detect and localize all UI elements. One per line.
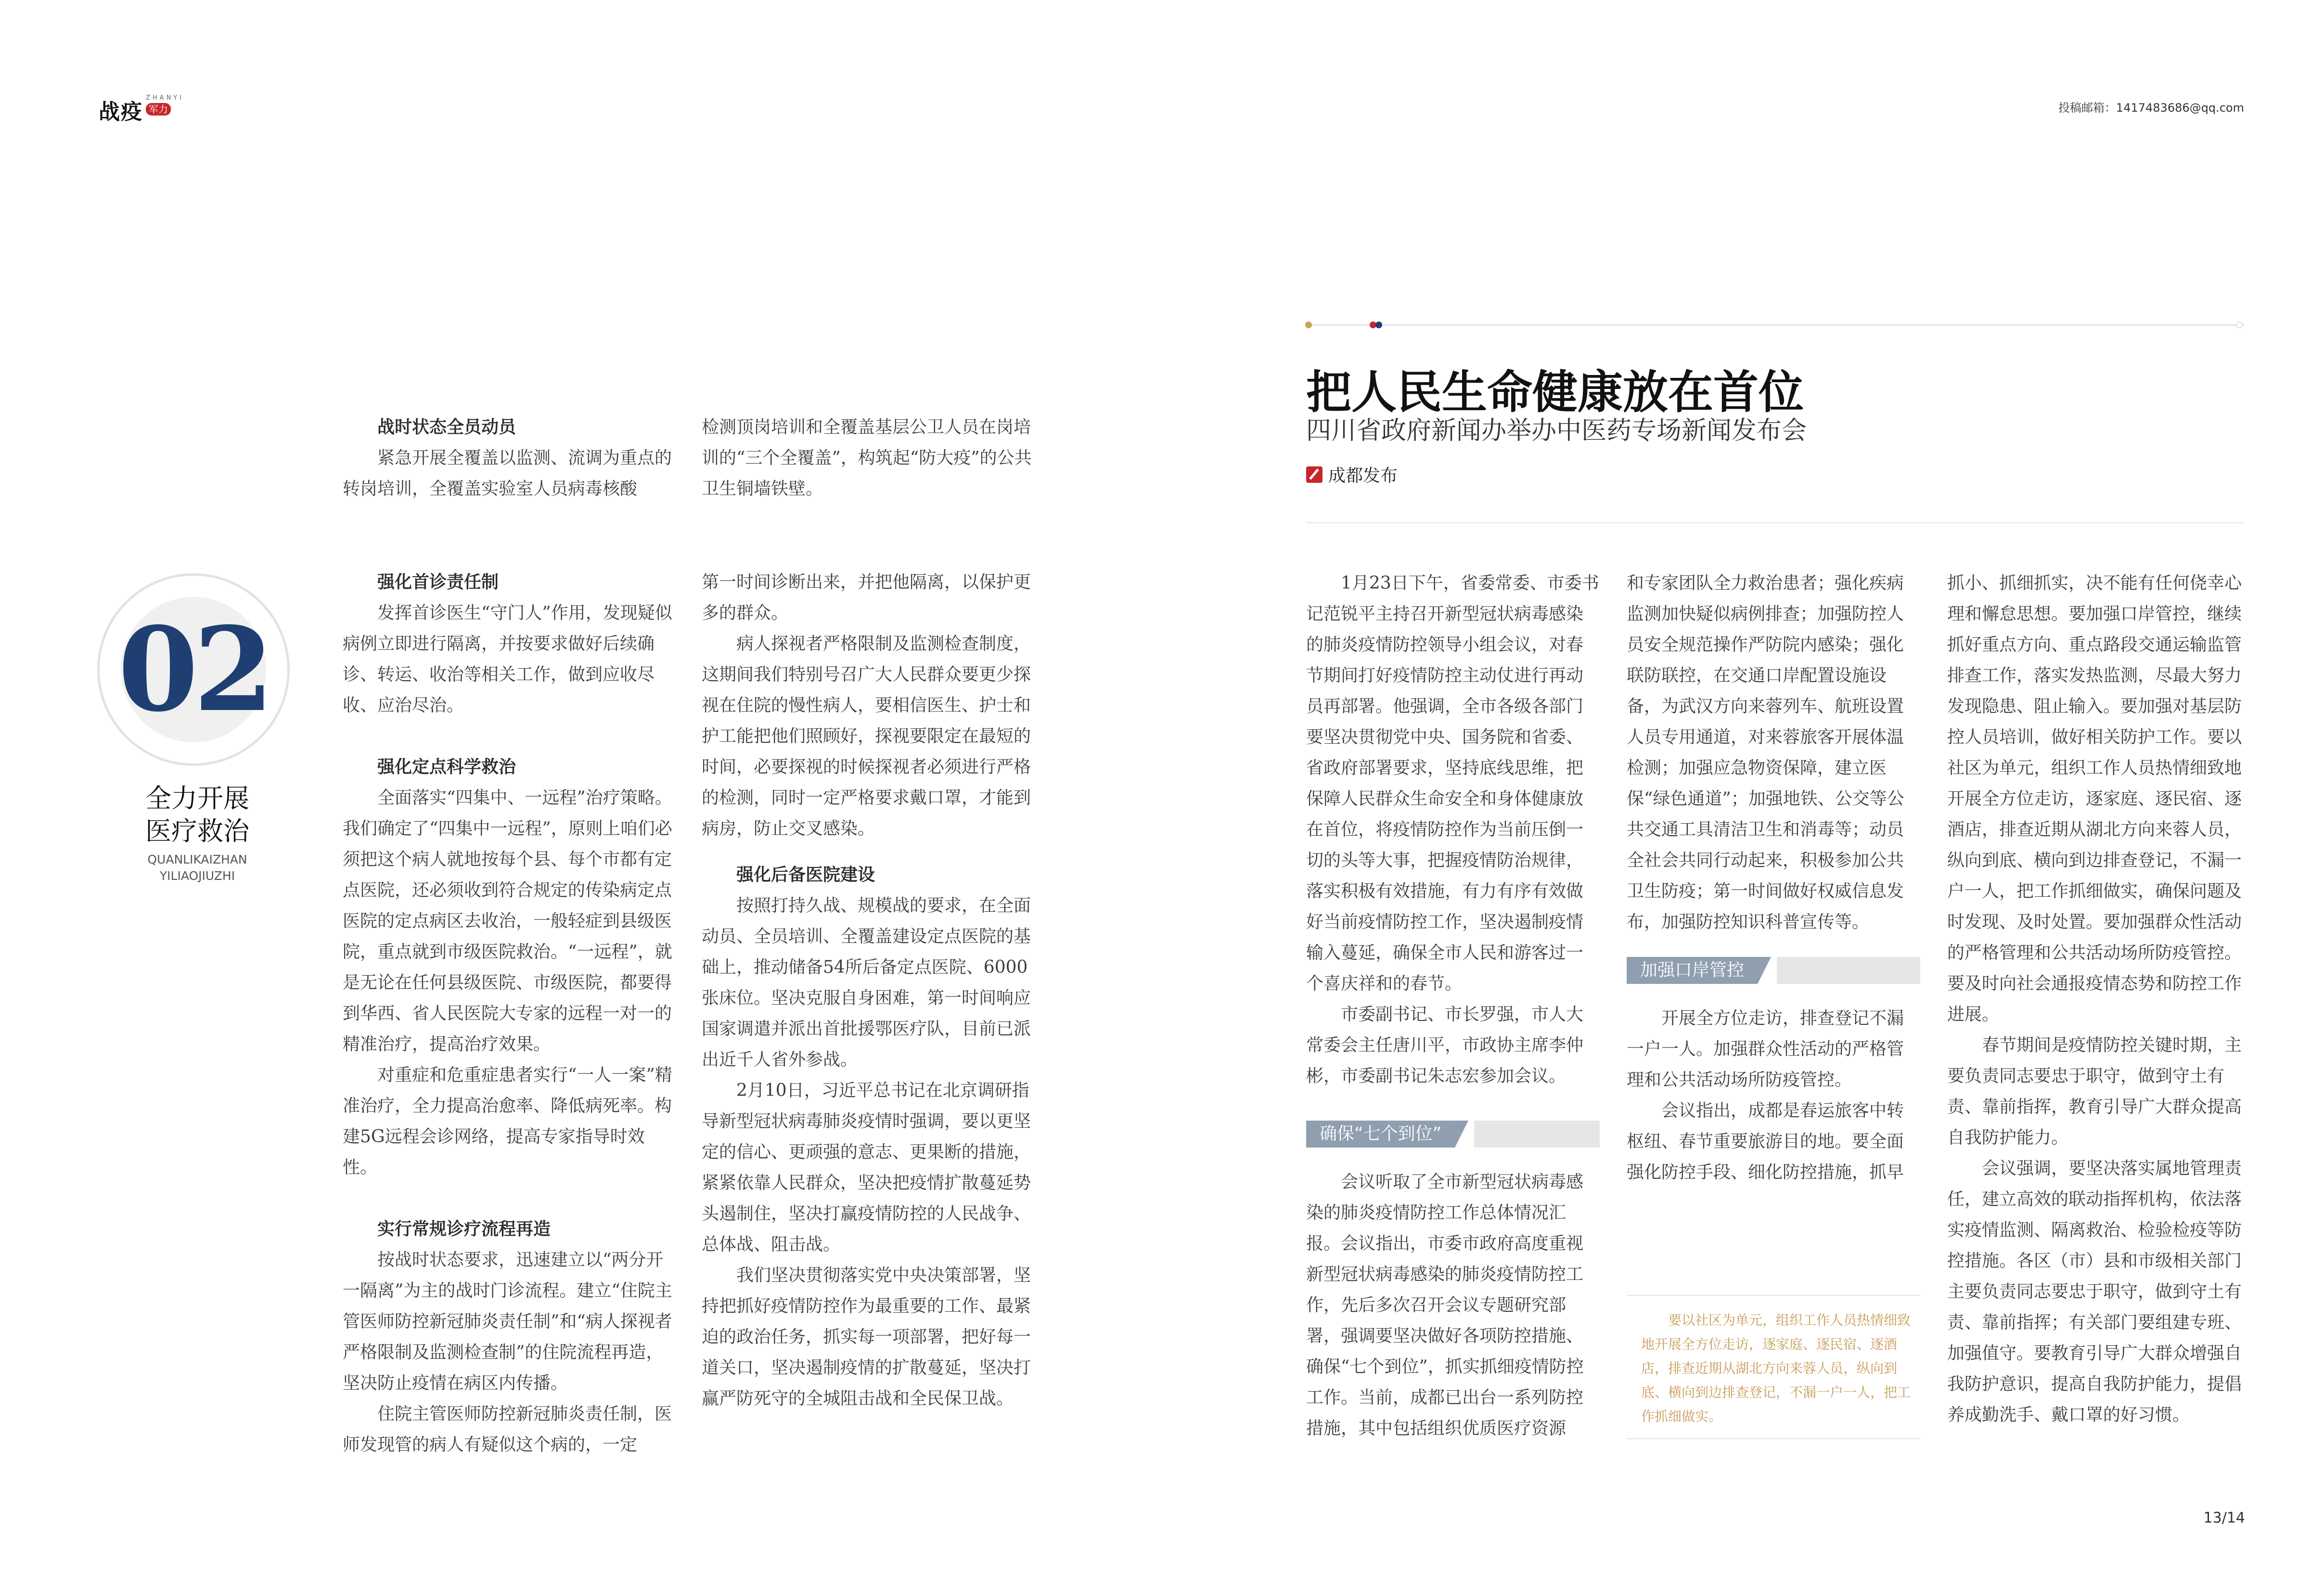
- title-rule: [1308, 324, 2245, 326]
- paragraph: 对重症和危重症患者实行“一人一案”精准治疗，全力提高治愈率、降低病死率。构建5G远程会诊网络，提高专家指导时效性。: [343, 1065, 672, 1177]
- source-label: 成都发布: [1328, 466, 1398, 486]
- header-divider: [1306, 522, 2245, 523]
- paragraph: 检测顶岗培训和全覆盖基层公卫人员在岗培训的“三个全覆盖”，构筑起“防大疫”的公共卫生铜墙铁壁。: [702, 417, 1032, 499]
- logo: [99, 94, 184, 123]
- paragraph: 2月10日，习近平总书记在北京调研指导新型冠状病毒肺炎疫情时强调，要以更坚定的信心、更顽强的意志、更果断的措施，紧紧依靠人民群众，坚决把疫情扩散蔓延势头遏制住，坚决打赢疫情防控的人民战争、总体战、阻击战。: [702, 1081, 1031, 1254]
- subheading: 强化定点科学救治: [377, 757, 516, 777]
- paragraph: 1月23日下午，省委常委、市委书记范锐平主持召开新型冠状病毒感染的肺炎疫情防控领导小组会议，对春节期间打好疫情防控主动仗进行再动员再部署。他强调，全市各级各部门要坚决贯彻党中央、国务院和省委、省政府部署要求，坚持底线思维，把保障人民群众生命安全和身体健康放在首位，将疫情防控作为当前压倒一切的头等大事，把握疫情防治规律，落实积极有效措施，有力有序有效做好当前疫情防控工作，坚决遏制疫情输入蔓延，确保全市人民和游客过一个喜庆祥和的春节。: [1306, 573, 1599, 994]
- section-tag-label: 确保“七个到位”: [1306, 1121, 1455, 1148]
- section-tag: [1306, 1121, 1600, 1148]
- paragraph: 会议听取了全市新型冠状病毒感染的肺炎疫情防控工作总体情况汇报。会议指出，市委市政府高度重视新型冠状病毒感染的肺炎疫情防控工作，先后多次召开会议专题研究部署，强调要坚决做好各项防控措施、确保“七个到位”，抓实抓细疫情防控工作。当前，成都已出台一系列防控措施，其中包括组织优质医疗资源: [1306, 1172, 1584, 1438]
- left-column-2: [702, 412, 1032, 1414]
- logo-badge: 军力: [146, 103, 171, 116]
- logo-text: 战疫: [99, 100, 143, 124]
- rule-dot: [1305, 322, 1312, 328]
- paragraph: 会议强调，要坚决落实属地管理责任，建立高效的联动指挥机构，依法落实疫情监测、隔离救治、检验检疫等防控措施。各区（市）县和市级相关部门主要负责同志要忠于职守，做到守土有责、靠前指挥；有关部门要组建专班、加强值守。要教育引导广大群众增强自我防护意识，提高自我防护能力，提倡养成勤洗手、戴口罩的好习惯。: [1947, 1159, 2242, 1425]
- section-tag-label: 加强口岸管控: [1627, 957, 1758, 984]
- section-tag: [1627, 957, 1920, 984]
- article-subtitle: 四川省政府新闻办举办中医药专场新闻发布会: [1306, 416, 1807, 445]
- article-source: [1306, 462, 1398, 487]
- paragraph: 全面落实“四集中、一远程”治疗策略。我们确定了“四集中一远程”，原则上咱们必须把这个病人就地按每个县、每个市都有定点医院，还必须收到符合规定的传染病定点医院的定点病区去收治，一般轻症到县级医院，重点就到市级医院救治。“一远程”，就是无论在任何县级医院、市级医院，都要得到华西、省人民医院大专家的远程一对一的精准治疗，提高治疗效果。: [343, 788, 672, 1054]
- paragraph: 按照打持久战、规模战的要求，在全面动员、全员培训、全覆盖建设定点医院的基础上，推动储备54所后备定点医院、6000张床位。坚决克服自身困难，第一时间响应国家调遣并派出首批援鄂医疗队，目前已派出近千人省外参战。: [702, 896, 1031, 1070]
- subheading: 强化后备医院建设: [736, 865, 875, 885]
- paragraph: 发挥首诊医生“守门人”作用，发现疑似病例立即进行隔离，并按要求做好后续确诊、转运、收治等相关工作，做到应收尽收、应治尽治。: [343, 603, 672, 715]
- section-number: 02: [118, 602, 269, 737]
- paragraph: 和专家团队全力救治患者；强化疾病监测加快疑似病例排查；加强防控人员安全规范操作严防院内感染；强化联防联控，在交通口岸配置设施设备，为武汉方向来蓉列车、航班设置人员专用通道，对来蓉旅客开展体温检测；加强应急物资保障，建立医保“绿色通道”；加强地铁、公交等公共交通工具清洁卫生和消毒等；动员全社会共同行动起来，积极参加公共卫生防疫；第一时间做好权威信息发布，加强防控知识科普宣传等。: [1627, 573, 1904, 932]
- page-number: 13/14: [2203, 1510, 2245, 1526]
- paragraph: 抓小、抓细抓实，决不能有任何侥幸心理和懈怠思想。要加强口岸管控，继续抓好重点方向、重点路段交通运输监管排查工作，落实发热监测，尽最大努力发现隐患、阻止输入。要加强对基层防控人员培训，做好相关防护工作。要以社区为单元，组织工作人员热情细致地开展全方位走访，逐家庭、逐民宿、逐酒店，排查近期从湖北方向来蓉人员，纵向到底、横向到边排查登记，不漏一户一人，把工作抓细做实，确保问题及时发现、及时处置。要加强群众性活动的严格管理和公共活动场所防疫管控。要及时向社会通报疫情态势和防控工作进展。: [1947, 573, 2242, 1024]
- paragraph: 会议指出，成都是春运旅客中转枢纽、春节重要旅游目的地。要全面强化防控手段、细化防控措施，抓早: [1627, 1101, 1904, 1182]
- paragraph: 按战时状态要求，迅速建立以“两分开一隔离”为主的战时门诊流程。建立“住院主管医师防控新冠肺炎责任制”和“病人探视者严格限制及监测检查制”的住院流程再造，坚决防止疫情在病区内传播。: [343, 1250, 672, 1393]
- paragraph: 住院主管医师防控新冠肺炎责任制，医师发现管的病人有疑似这个病的，一定: [343, 1404, 672, 1455]
- paragraph: 春节期间是疫情防控关键时期，主要负责同志要忠于职守，做到守土有责、靠前指挥，教育引导广大群众提高自我防护能力。: [1947, 1035, 2242, 1148]
- pull-quote: [1627, 1295, 1920, 1439]
- paragraph: 市委副书记、市长罗强，市人大常委会主任唐川平，市政协主席李仲彬，市委副书记朱志宏参加会议。: [1306, 1005, 1584, 1086]
- source-icon: [1306, 466, 1322, 483]
- article-column-3: [1947, 568, 2245, 1431]
- section-number-circle: [97, 573, 290, 766]
- logo-pinyin: ZHANYI: [146, 94, 184, 102]
- pull-quote-text: 要以社区为单元，组织工作人员热情细致地开展全方位走访，逐家庭、逐民宿、逐酒店，排查近期从湖北方向来蓉人员，纵向到底、横向到边排查登记，不漏一户一人，把工作抓细做实。: [1641, 1312, 1911, 1424]
- paragraph: 开展全方位走访，排查登记不漏一户一人。加强群众性活动的严格管理和公共活动场所防疫管控。: [1627, 1008, 1904, 1090]
- article-column-1: [1306, 568, 1600, 1444]
- contact-email: 投稿邮箱：1417483686@qq.com: [2058, 101, 2244, 115]
- paragraph: 病人探视者严格限制及监测检查制度，这期间我们特别号召广大人民群众要更少探视在住院的慢性病人，要相信医生、护士和护工能把他们照顾好，探视要限定在最短的时间，必要探视的时候探视者必须进行严格的检测，同时一定严格要求戴口罩，才能到病房，防止交叉感染。: [702, 634, 1031, 839]
- paragraph: 我们坚决贯彻落实党中央决策部署，坚持把抓好疫情防控作为最重要的工作、最紧迫的政治任务，抓实每一项部署，把好每一道关口，坚决遏制疫情的扩散蔓延，坚决打赢严防死守的全城阻击战和全民保卫战。: [702, 1265, 1031, 1408]
- paragraph: 第一时间诊断出来，并把他隔离，以保护更多的群众。: [702, 572, 1031, 623]
- left-column-1: [343, 412, 673, 1460]
- subheading: 实行常规诊疗流程再造: [377, 1219, 551, 1239]
- paragraph: 紧急开展全覆盖以监测、流调为重点的转岗培训，全覆盖实验室人员病毒核酸: [343, 448, 672, 499]
- subheading: 战时状态全员动员: [377, 417, 516, 437]
- article-column-2: [1627, 568, 1920, 1188]
- rule-dot: [2236, 322, 2243, 328]
- subheading: 强化首诊责任制: [377, 572, 499, 592]
- section-title: 全力开展 医疗救治 QUANLIKAIZHAN YILIAOJIUZHI: [145, 783, 249, 883]
- rule-dot: [1375, 322, 1382, 328]
- article-title: 把人民生命健康放在首位: [1306, 366, 1804, 419]
